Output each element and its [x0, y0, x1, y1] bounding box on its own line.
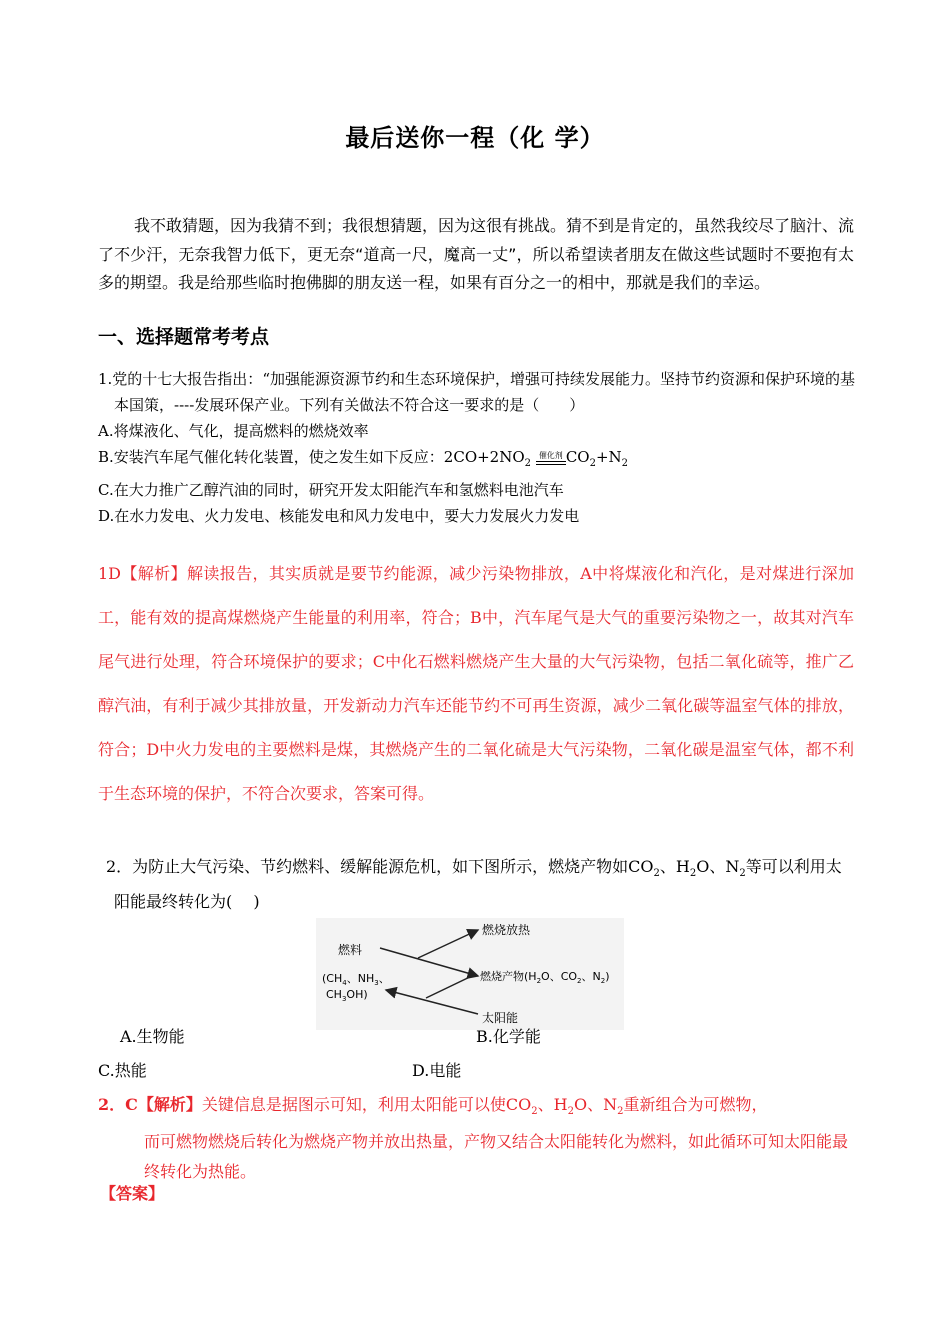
- subscript: 2: [524, 458, 532, 469]
- explanation-text: 解读报告，其实质就是要节约能源，减少污染物排放，A中将煤液化和汽化，是对煤进行深加工，能有效的提高煤燃烧产生能量的利用率，符合；B中，汽车尾气是大气的重要污染物之一，故其对汽车尾气进行处理，符合环境保护的要求；C中化石燃料燃烧产生大量的大气污染物，包括二氧化硫等，推广乙醇汽油，有利于减少其排放量，开发新动力汽车还能节约不可再生资源，减少二氧化碳等温室气体的排放，符合；D中火力发电的主要燃料是煤，其燃烧产生的二氧化硫是大气污染物，二氧化碳是温室气体，都不利于生态环境的保护，不符合次要求，答案可得。: [98, 564, 854, 803]
- subscript: 2: [653, 868, 660, 880]
- question-1-option-a: A.将煤液化、气化，提高燃料的燃烧效率: [98, 422, 369, 440]
- explanation-text: O、N: [573, 1095, 618, 1114]
- question-2: [106, 853, 856, 916]
- explanation-body: 而可燃物燃烧后转化为燃烧产物并放出热量，产物又结合太阳能转化为燃料，如此循环可知太阳能最终转化为热能。: [144, 1132, 849, 1182]
- stem-text: O、N: [696, 857, 740, 876]
- arrow-to-heat: [418, 930, 478, 958]
- label-fuel-formula-2: $CH_3OH$): [326, 988, 368, 1003]
- question-1-option-b: [98, 444, 858, 477]
- catalyst-arrow: [536, 452, 566, 465]
- question-1-option-d: D.在水力发电、火力发电、核能发电和风力发电中，要大力发展火力发电: [98, 507, 580, 525]
- subscript: 2: [621, 458, 629, 469]
- explanation-text: 重新组合为可燃物，: [623, 1095, 768, 1114]
- arrow-to-fuel: [386, 990, 478, 1014]
- label-products: 燃烧产物($H_2O$、$CO_2$、$N_2$): [480, 970, 610, 985]
- label-fuel: 燃料: [338, 943, 363, 957]
- question-1-option-c: C.在大力推广乙醇汽油的同时，研究开发太阳能汽车和氢燃料电池汽车: [98, 481, 564, 499]
- option-b-product: CO: [565, 448, 590, 466]
- question-2-stem: [106, 853, 856, 916]
- explanation-text: 、H: [537, 1095, 568, 1114]
- subscript: 2: [739, 868, 746, 880]
- subscript: 2: [567, 1106, 574, 1118]
- energy-cycle-diagram: [316, 918, 624, 1030]
- answer-heading: 【答案】: [100, 1184, 165, 1203]
- explanation-text: 关键信息是据图示可知，利用太阳能可以使CO: [201, 1095, 532, 1114]
- subscript: 2: [689, 868, 697, 880]
- option-b-text: B.安装汽车尾气催化转化装置，使之发生如下反应：2CO+2NO: [98, 448, 525, 466]
- arrow-solar-branch: [426, 974, 476, 998]
- stem-text: 等可以利用太阳能最终转化为( ): [114, 857, 842, 912]
- label-solar: 太阳能: [482, 1011, 519, 1025]
- diagram-svg: [316, 918, 624, 1030]
- stem-text: 、H: [659, 857, 690, 876]
- subscript: 2: [617, 1106, 624, 1118]
- answer-label: 1D【解析】: [98, 564, 187, 583]
- question-1-explanation: [98, 552, 854, 816]
- intro-paragraph: 我不敢猜题，因为我猜不到；我很想猜题，因为这很有挑战。猜不到是肯定的，虽然我绞尽了脑汁、流了不少汗，无奈我智力低下，更无奈“道高一尺，魔高一丈”，所以希望读者朋友在做这些试题时不要抱有太多的期望。我是给那些临时抱佛脚的朋友送一程，如果有百分之一的相中，那就是我们的幸运。: [98, 216, 855, 292]
- question-2-explanation: [98, 1090, 854, 1187]
- page-title: 最后送你一程（化 学）: [345, 123, 605, 152]
- question-2-option-c: C.热能: [98, 1061, 147, 1080]
- explanation-line-1: [98, 1090, 854, 1127]
- question-2-option-a: A.生物能: [120, 1027, 185, 1046]
- question-2-option-d: D.电能: [412, 1061, 462, 1080]
- question-1-stem: 1.党的十七大报告指出：“加强能源资源节约和生态环境保护，增强可持续发展能力。坚持节约资源和保护环境的基本国策，----发展环保产业。下列有关做法不符合这一要求的是（ ）: [98, 370, 855, 414]
- subscript: 2: [531, 1106, 538, 1118]
- answer-label: 2．C【解析】: [98, 1095, 202, 1114]
- stem-text: 2．为防止大气污染、节约燃料、缓解能源危机，如下图所示，燃烧产物如CO: [106, 857, 654, 876]
- label-heat: 燃烧放热: [482, 923, 531, 937]
- label-fuel-formula: ($CH_4$、$NH_3$、: [322, 972, 390, 987]
- option-b-product: +N: [595, 448, 622, 466]
- question-1: [98, 366, 858, 529]
- section-heading: 一、选择题常考考点: [98, 326, 270, 348]
- catalyst-label: 催化剂: [538, 451, 563, 460]
- question-2-option-b: B.化学能: [476, 1027, 541, 1046]
- subscript: 2: [589, 458, 596, 469]
